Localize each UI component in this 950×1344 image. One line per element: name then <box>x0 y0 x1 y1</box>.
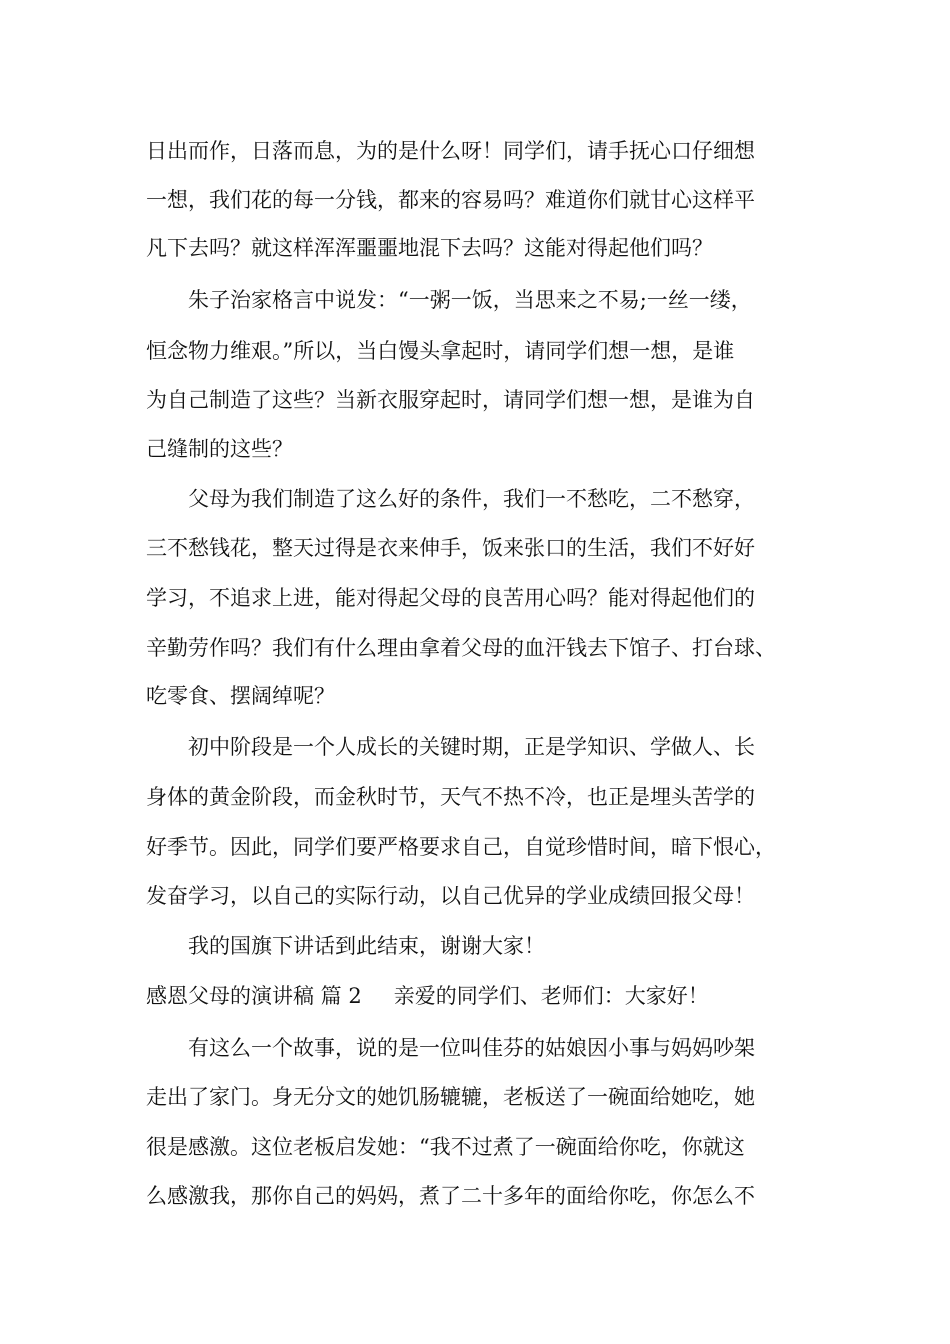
section-title: 感恩父母的演讲稿 篇 2 <box>146 984 362 1008</box>
text-line: 为自己制造了这些？当新衣服穿起时，请同学们想一想，是谁为自 <box>146 388 755 412</box>
text-line: 走出了家门。身无分文的她饥肠辘辘，老板送了一碗面给她吃，她 <box>146 1085 755 1109</box>
paragraph-first-line: 朱子治家格言中说发：“一粥一饭，当思来之不易;一丝一缕， <box>188 288 752 312</box>
text-line: 一想，我们花的每一分钱，都来的容易吗？难道你们就甘心这样平 <box>146 188 755 212</box>
text-line: 吃零食、摆阔绰呢？ <box>146 684 335 708</box>
paragraph-first-line: 初中阶段是一个人成长的关键时期，正是学知识、学做人、长 <box>188 735 755 759</box>
text-line: 学习，不追求上进，能对得起父母的良苦用心吗？能对得起他们的 <box>146 586 755 610</box>
paragraph-first-line: 父母为我们制造了这么好的条件，我们一不愁吃，二不愁穿， <box>188 487 755 511</box>
section-heading-line <box>146 982 709 1010</box>
text-line: 辛勤劳作吗？我们有什么理由拿着父母的血汗钱去下馆子、打台球、 <box>146 636 776 660</box>
text-line: 身体的黄金阶段，而金秋时节，天气不热不冷，也正是埋头苦学的 <box>146 785 755 809</box>
paragraph-first-line: 有这么一个故事，说的是一位叫佳芬的姑娘因小事与妈妈吵架 <box>188 1036 755 1060</box>
text-line: 恒念物力维艰。”所以，当白馒头拿起时，请同学们想一想，是谁 <box>146 339 735 363</box>
text-line: 么感激我，那你自己的妈妈，煮了二十多年的面给你吃，你怎么不 <box>146 1184 755 1208</box>
text-line: 很是感激。这位老板启发她：“我不过煮了一碗面给你吃，你就这 <box>146 1135 745 1159</box>
text-line: 三不愁钱花，整天过得是衣来伸手，饭来张口的生活，我们不好好 <box>146 536 755 560</box>
text-line: 发奋学习，以自己的实际行动，以自己优异的学业成绩回报父母！ <box>146 884 755 908</box>
salutation: 亲爱的同学们、老师们：大家好！ <box>393 984 709 1008</box>
paragraph-first-line: 我的国旗下讲话到此结束，谢谢大家！ <box>188 934 545 958</box>
text-line: 好季节。因此，同学们要严格要求自己，自觉珍惜时间，暗下恨心， <box>146 835 776 859</box>
text-line: 凡下去吗？就这样浑浑噩噩地混下去吗？这能对得起他们吗？ <box>146 236 713 260</box>
text-line: 己缝制的这些？ <box>146 437 293 461</box>
text-line: 日出而作，日落而息，为的是什么呀！同学们，请手抚心口仔细想 <box>146 139 755 163</box>
